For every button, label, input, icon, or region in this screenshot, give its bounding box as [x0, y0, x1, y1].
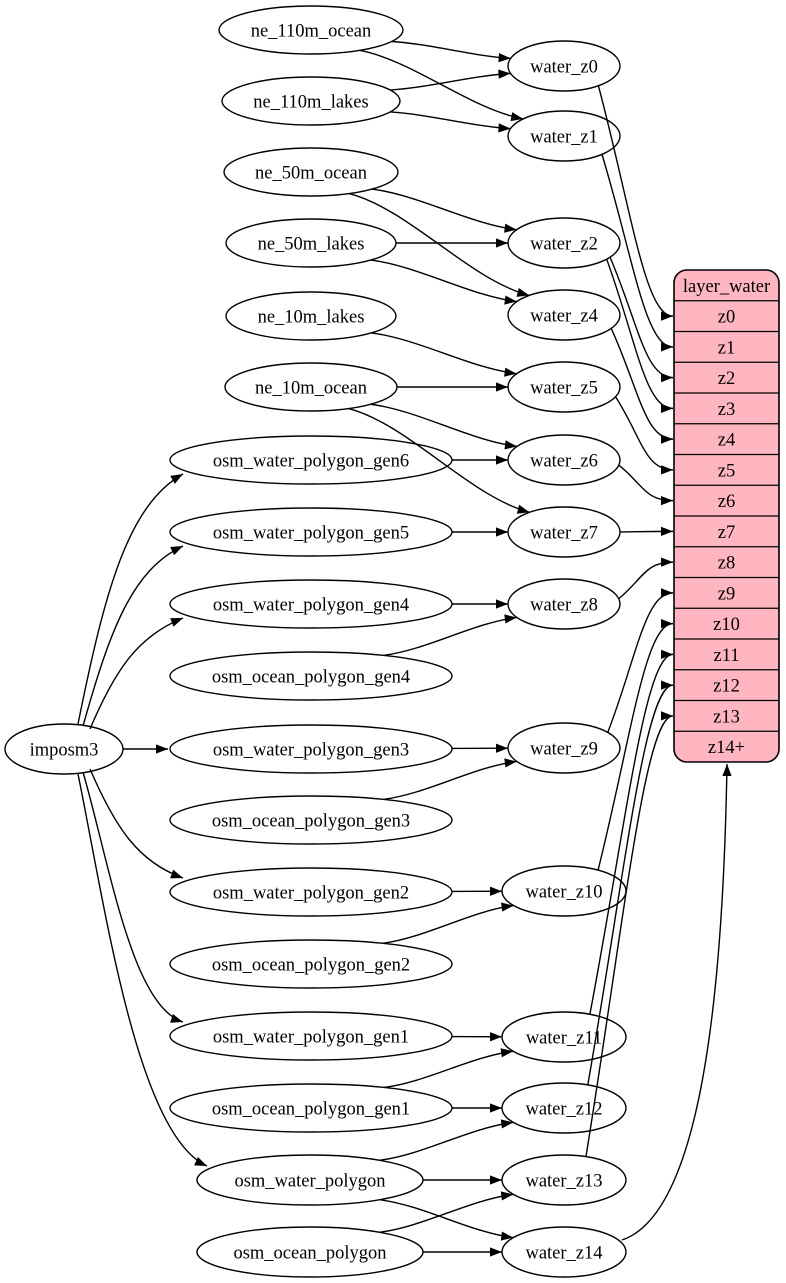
- node-label-water_z2: water_z2: [530, 234, 598, 255]
- node-label-water_z14: water_z14: [525, 1243, 603, 1264]
- node-label-osm_ocean_polygon_gen3: osm_ocean_polygon_gen3: [211, 811, 411, 832]
- arrowhead-water_z14-row:z14+: [722, 764, 731, 776]
- node-label-ne_10m_lakes: ne_10m_lakes: [257, 307, 365, 328]
- node-label-water_z0: water_z0: [530, 57, 598, 78]
- node-label-osm_ocean_polygon: osm_ocean_polygon: [233, 1243, 387, 1264]
- node-label-water_z5: water_z5: [530, 378, 598, 399]
- table-row-z10: z10: [713, 615, 740, 636]
- table-row-z4: z4: [717, 430, 736, 451]
- edge-osm_ocean_polygon_gen1-water_z11: [384, 1051, 513, 1087]
- table-row-z6: z6: [717, 492, 736, 513]
- table-row-z12: z12: [713, 676, 740, 697]
- node-label-ne_10m_ocean: ne_10m_ocean: [255, 378, 367, 399]
- node-label-water_z4: water_z4: [530, 306, 598, 327]
- arrowhead-water_z1-row:z1: [661, 342, 673, 351]
- node-label-osm_ocean_polygon_gen2: osm_ocean_polygon_gen2: [211, 955, 411, 976]
- arrowhead-water_z9-row:z9: [661, 588, 673, 597]
- table-row-z3: z3: [717, 399, 736, 420]
- arrowhead-water_z2-row:z2: [661, 373, 673, 382]
- table-row-z0: z0: [717, 307, 736, 328]
- arrowhead-imposm3-osm_water_polygon_gen5: [170, 546, 183, 555]
- node-label-water_z1: water_z1: [530, 127, 598, 148]
- node-label-osm_water_polygon_gen5: osm_water_polygon_gen5: [212, 523, 410, 544]
- arrowhead-osm_water_polygon_gen1-water_z11: [490, 1032, 502, 1041]
- edge-osm_ocean_polygon_gen4-water_z8: [383, 617, 516, 655]
- node-label-imposm3: imposm3: [29, 740, 99, 761]
- arrowhead-ne_10m_ocean-water_z5: [496, 382, 508, 391]
- table-row-z13: z13: [713, 707, 740, 728]
- arrowhead-imposm3-osm_water_polygon_gen2: [170, 870, 183, 879]
- edge-osm_ocean_polygon-water_z13: [380, 1194, 514, 1232]
- arrowhead-ne_50m_lakes-water_z2: [496, 238, 508, 247]
- arrowhead-osm_water_polygon_gen4-water_z8: [496, 599, 508, 608]
- node-label-osm_water_polygon_gen6: osm_water_polygon_gen6: [212, 451, 410, 472]
- node-label-osm_ocean_polygon_gen4: osm_ocean_polygon_gen4: [211, 667, 411, 688]
- arrowhead-imposm3-osm_water_polygon_gen1: [170, 1014, 183, 1023]
- arrowhead-osm_water_polygon_gen5-water_z7: [496, 527, 508, 536]
- arrowhead-water_z2-row:z3: [661, 404, 673, 413]
- table-row-z2: z2: [717, 369, 736, 390]
- arrowhead-water_z7-row:z7: [661, 527, 673, 536]
- table-row-z8: z8: [717, 553, 736, 574]
- arrowhead-ne_50m_ocean-water_z4: [517, 288, 530, 297]
- node-label-ne_110m_ocean: ne_110m_ocean: [250, 21, 372, 42]
- node-label-water_z12: water_z12: [525, 1099, 603, 1120]
- node-label-water_z10: water_z10: [525, 882, 603, 903]
- arrowhead-osm_water_polygon-water_z13: [490, 1175, 502, 1184]
- node-label-water_z7: water_z7: [530, 523, 598, 544]
- node-label-osm_ocean_polygon_gen1: osm_ocean_polygon_gen1: [211, 1099, 411, 1120]
- table-row-z1: z1: [717, 338, 736, 359]
- arrowhead-osm_water_polygon_gen6-water_z6: [496, 455, 508, 464]
- node-label-ne_50m_lakes: ne_50m_lakes: [257, 234, 365, 255]
- edge-imposm3-osm_water_polygon_gen4: [90, 618, 183, 729]
- edge-osm_water_polygon-water_z14: [380, 1200, 514, 1238]
- edge-osm_water_polygon-water_z12: [380, 1122, 514, 1160]
- arrowhead-osm_water_polygon_gen2-water_z10: [490, 887, 502, 896]
- arrowhead-water_z0-row:z0: [661, 312, 673, 321]
- arrowhead-water_z5-row:z5: [661, 465, 673, 474]
- edge-ne_10m_lakes-water_z5: [371, 333, 516, 374]
- arrowhead-imposm3-osm_water_polygon_gen6: [170, 474, 183, 484]
- edge-ne_110m_ocean-water_z0: [392, 41, 511, 58]
- node-label-osm_water_polygon_gen1: osm_water_polygon_gen1: [212, 1027, 410, 1048]
- arrowhead-water_z4-row:z4: [661, 435, 673, 444]
- node-label-water_z9: water_z9: [530, 739, 598, 760]
- node-label-osm_water_polygon: osm_water_polygon: [234, 1171, 386, 1192]
- arrowhead-imposm3-osm_water_polygon_gen3: [156, 744, 168, 753]
- table-row-z14+: z14+: [707, 738, 746, 759]
- edge-imposm3-osm_water_polygon_gen6: [78, 474, 183, 724]
- node-label-osm_water_polygon_gen2: osm_water_polygon_gen2: [212, 883, 410, 904]
- edge-water_z11-row:z11: [590, 654, 673, 1014]
- edge-water_z14-row:z14+: [622, 764, 727, 1240]
- arrowhead-ne_10m_ocean-water_z7: [517, 505, 530, 514]
- node-label-ne_50m_ocean: ne_50m_ocean: [255, 163, 367, 184]
- arrowhead-imposm3-osm_water_polygon: [194, 1157, 207, 1166]
- node-label-water_z8: water_z8: [530, 595, 598, 616]
- node-label-ne_110m_lakes: ne_110m_lakes: [253, 92, 369, 113]
- edge-imposm3-osm_water_polygon_gen1: [83, 772, 183, 1022]
- table-row-z7: z7: [717, 522, 736, 543]
- table-row-z11: z11: [713, 645, 740, 666]
- node-label-water_z6: water_z6: [530, 451, 598, 472]
- edge-imposm3-osm_water_polygon_gen2: [90, 769, 183, 878]
- arrowhead-imposm3-osm_water_polygon_gen4: [170, 618, 183, 627]
- node-label-water_z13: water_z13: [525, 1171, 603, 1192]
- node-label-water_z11: water_z11: [525, 1028, 603, 1049]
- edge-osm_ocean_polygon_gen2-water_z10: [383, 906, 514, 944]
- table-row-z9: z9: [717, 584, 736, 605]
- arrowhead-water_z6-row:z6: [661, 496, 673, 505]
- arrowhead-osm_water_polygon_gen3-water_z9: [496, 744, 508, 753]
- edge-ne_110m_lakes-water_z1: [390, 112, 510, 129]
- edge-ne_50m_ocean-water_z2: [372, 189, 517, 230]
- table-title-layer_water: layer_water: [682, 276, 771, 297]
- arrowhead-water_z8-row:z8: [661, 558, 673, 567]
- arrowhead-osm_ocean_polygon-water_z14: [490, 1247, 502, 1256]
- arrowhead-water_z10-row:z10: [661, 619, 673, 628]
- edge-imposm3-osm_water_polygon_gen5: [83, 546, 183, 726]
- node-label-osm_water_polygon_gen4: osm_water_polygon_gen4: [212, 595, 410, 616]
- arrowhead-osm_ocean_polygon_gen1-water_z12: [490, 1103, 502, 1112]
- node-label-osm_water_polygon_gen3: osm_water_polygon_gen3: [212, 740, 410, 761]
- edge-ne_110m_lakes-water_z0: [390, 73, 510, 90]
- edge-water_z0-row:z0: [598, 86, 673, 316]
- table-row-z5: z5: [717, 461, 736, 482]
